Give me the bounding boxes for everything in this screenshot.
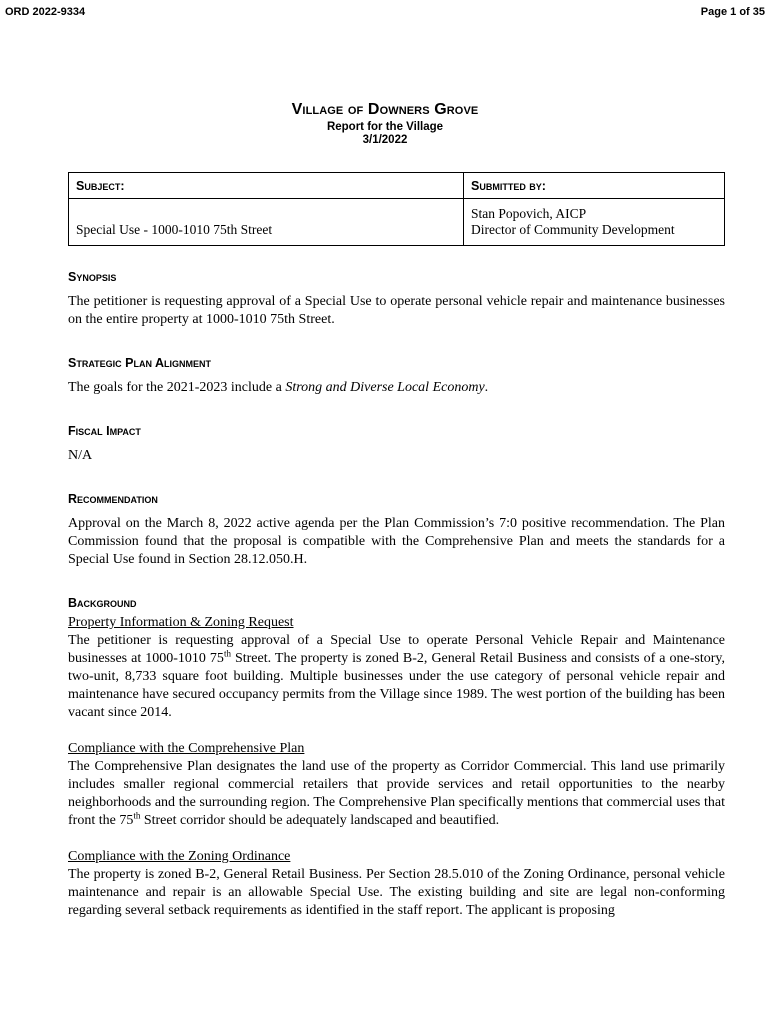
submitted-by-label: Submitted by:	[464, 173, 725, 199]
comprehensive-text-part2: Street corridor should be adequately landscaped and beautified.	[140, 813, 500, 828]
submitter-cell	[464, 199, 725, 246]
comprehensive-text-sup: th	[133, 810, 141, 821]
submitter-title: Director of Community Development	[471, 222, 675, 237]
property-subheading: Property Information & Zoning Request	[68, 615, 294, 630]
strategic-section	[68, 356, 725, 397]
recommendation-text: Approval on the March 8, 2022 active agenda per the Plan Commission’s 7:0 positive recommendation. The Plan Commission found that the proposal is compatible with the Comprehensive Plan and meets the standards for a Special Use found in Section 28.12.050.H.	[68, 516, 725, 567]
recommendation-section	[68, 492, 725, 569]
synopsis-section	[68, 270, 725, 329]
page-indicator: Page 1 of 35	[700, 6, 765, 18]
synopsis-heading: Synopsis	[68, 270, 117, 284]
strategic-text-before: The goals for the 2021-2023 include a	[68, 380, 286, 395]
fiscal-section	[68, 424, 725, 465]
submitter-name: Stan Popovich, AICP	[471, 206, 587, 221]
ordinance-number: ORD 2022-9334	[5, 6, 86, 18]
zoning-text: The property is zoned B-2, General Retail Business. Per Section 28.5.010 of the Zoning Ordinance, personal vehicle maintenance and repair is an allowable Special Use. The existing building and site are legal non-conforming regarding several setback requirements as identified in the staff report. The applicant is proposing	[68, 867, 725, 918]
strategic-text	[68, 379, 725, 397]
zoning-subheading: Compliance with the Zoning Ordinance	[68, 849, 291, 864]
title-block	[0, 101, 770, 146]
fiscal-text: N/A	[68, 448, 93, 463]
property-text	[68, 632, 725, 722]
recommendation-heading: Recommendation	[68, 492, 158, 506]
property-text-part2: Street. The property is zoned B-2, General Retail Business and consists of a one-story, two-unit, 8,733 square foot building. Multiple businesses under the use category of personal vehicle repair and maintenance have secured occupancy permits from the Village since 1989. The west portion of the building has been vacant since 2014.	[68, 651, 725, 720]
report-subtitle: Report for the Village	[326, 121, 444, 133]
background-heading: Background	[68, 596, 137, 610]
property-text-part1: The petitioner is requesting approval of a Special Use to operate Personal Vehicle Repair and Maintenance businesses at 1000-1010 75	[68, 633, 725, 666]
report-body	[68, 270, 725, 920]
report-date: 3/1/2022	[362, 134, 408, 146]
background-section	[68, 596, 725, 920]
property-text-sup: th	[223, 648, 231, 659]
synopsis-text: The petitioner is requesting approval of a Special Use to operate personal vehicle repair and maintenance businesses on the entire property at 1000-1010 75th Street.	[68, 294, 725, 327]
comprehensive-text	[68, 758, 725, 830]
fiscal-heading: Fiscal Impact	[68, 424, 141, 438]
comprehensive-subheading: Compliance with the Comprehensive Plan	[68, 741, 305, 756]
document-title: Village of Downers Grove	[291, 101, 479, 118]
subject-value-cell	[69, 199, 464, 246]
subject-value: Special Use - 1000-1010 75th Street	[76, 222, 273, 237]
strategic-text-after: .	[484, 380, 489, 395]
subject-table	[68, 172, 725, 246]
strategic-goal: Strong and Diverse Local Economy	[285, 380, 485, 395]
strategic-heading: Strategic Plan Alignment	[68, 356, 212, 370]
comprehensive-text-part1: The Comprehensive Plan designates the land use of the property as Corridor Commercial. This land use primarily includes smaller regional commercial retailers that provide services and retail opportunities to the nearby neighborhoods and the surrounding region. The Comprehensive Plan specifically mentions that commercial uses that front the 75	[68, 759, 725, 828]
subject-label: Subject:	[69, 173, 464, 199]
